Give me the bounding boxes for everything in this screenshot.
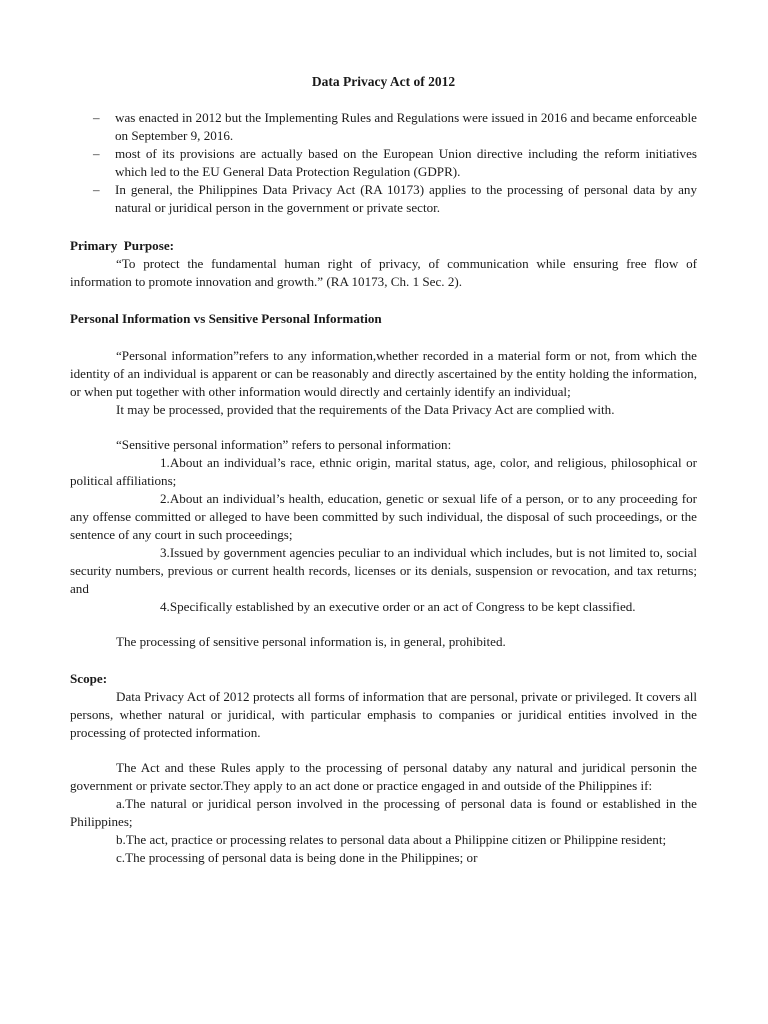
sensitive-processing-statement: The processing of sensitive personal information is, in general, prohibited.	[116, 634, 506, 649]
primary-purpose-text: “To protect the fundamental human right of privacy, of communication while ensuring free flow of information to promote innovation and growth.” (RA 10173, Ch. 1 Sec. 2).	[70, 256, 697, 289]
personal-information-definition: “Personal information”refers to any information,whether recorded in a material form or not, from which the identity of an individual is apparent or can be reasonably and directly ascertained by the entity holding the information, or when put together with other information would directly and certainly identify an individual;	[70, 348, 697, 399]
document-title: Data Privacy Act of 2012	[311, 74, 456, 89]
bullet-item	[70, 109, 697, 145]
scope-heading: Scope:	[70, 671, 108, 686]
bullet-item	[70, 181, 697, 217]
sensitive-item: 3.Issued by government agencies peculiar to an individual which includes, but is not limited to, social security numbers, previous or current health records, licenses or its denials, suspension or revocation, and tax returns; and	[70, 545, 697, 596]
sensitive-item: 1.About an individual’s race, ethnic origin, marital status, age, color, and religious, philosophical or political affiliations;	[70, 455, 697, 488]
bullet-text: In general, the Philippines Data Privacy Act (RA 10173) applies to the processing of personal data by any natural or juridical person in the government or private sector.	[115, 182, 697, 215]
personal-information-processing: It may be processed, provided that the requirements of the Data Privacy Act are complied with.	[116, 402, 615, 417]
bullet-item	[70, 145, 697, 181]
scope-text: Data Privacy Act of 2012 protects all forms of information that are personal, private or privileged. It covers all persons, whether natural or juridical, with particular emphasis to companies or juridical entities involved in the processing of protected information.	[70, 689, 697, 740]
sensitive-item: 2.About an individual’s health, education, genetic or sexual life of a person, or to any proceeding for any offense committed or alleged to have been committed by such individual, the disposal of such proceedings, or the sentence of any court in such proceedings;	[70, 491, 697, 542]
bullet-dash: –	[93, 110, 100, 125]
primary-purpose-heading: Primary Purpose:	[70, 238, 174, 253]
bullet-dash: –	[93, 182, 100, 197]
bullet-dash: –	[93, 146, 100, 161]
personal-vs-sensitive-heading: Personal Information vs Sensitive Personal Information	[70, 311, 382, 326]
sensitive-item: 4.Specifically established by an executive order or an act of Congress to be kept classified.	[160, 599, 636, 614]
sensitive-information-intro: “Sensitive personal information” refers to personal information:	[116, 437, 452, 452]
intro-bullet-list	[70, 109, 697, 217]
document-body	[70, 73, 697, 867]
scope-condition: c.The processing of personal data is being done in the Philippines; or	[116, 850, 478, 865]
scope-rules-intro: The Act and these Rules apply to the processing of personal databy any natural and juridical personin the government or private sector.They apply to an act done or practice engaged in and outside of the Philippines if:	[70, 760, 697, 793]
scope-condition: a.The natural or juridical person involved in the processing of personal data is found or established in the Philippines;	[70, 796, 697, 829]
scope-condition: b.The act, practice or processing relates to personal data about a Philippine citizen or Philippine resident;	[116, 832, 667, 847]
bullet-text: was enacted in 2012 but the Implementing Rules and Regulations were issued in 2016 and became enforceable on September 9, 2016.	[115, 110, 697, 143]
bullet-text: most of its provisions are actually based on the European Union directive including the reform initiatives which led to the EU General Data Protection Regulation (GDPR).	[115, 146, 697, 179]
